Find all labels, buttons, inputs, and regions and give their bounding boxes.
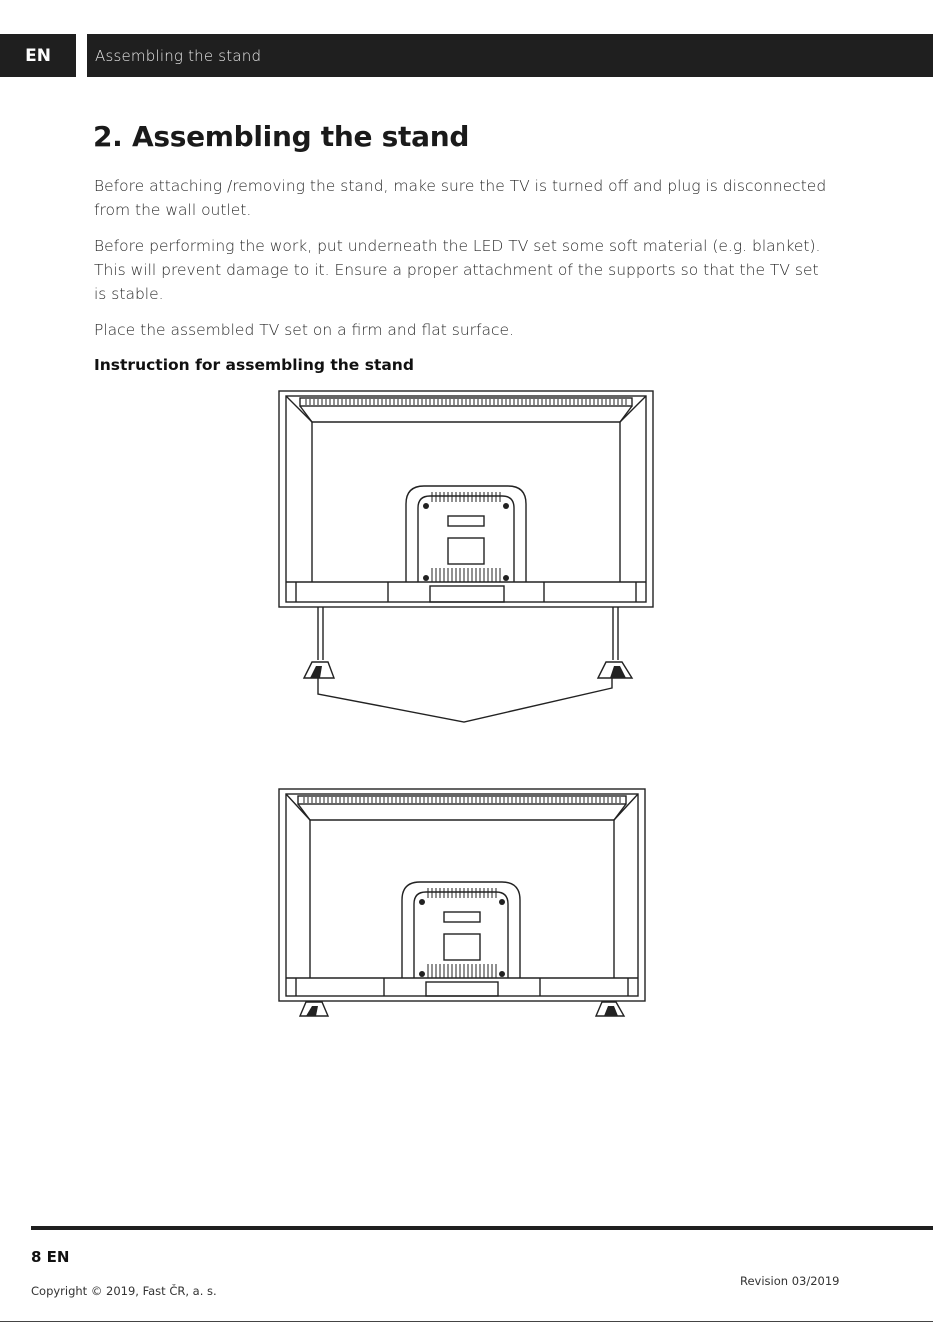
revision-label: Revision 03/2019 <box>740 1274 840 1288</box>
bottom-divider <box>0 1321 933 1322</box>
paragraph-flat-surface: Place the assembled TV set on a firm and flat surface. <box>94 321 514 339</box>
section-header-title: Assembling the stand <box>95 46 262 65</box>
copyright-notice: Copyright © 2019, Fast ČR, a. s. <box>31 1284 217 1298</box>
instruction-subheading: Instruction for assembling the stand <box>94 356 414 374</box>
language-tab <box>0 34 76 77</box>
paragraph-soft-material: Before performing the work, put underneath the LED TV set some soft material (e.g. blanket). This will prevent damage to it. Ensure a proper attachment of the supports so that the TV set is stable. <box>94 237 821 303</box>
tv-stand-assembled-illustration <box>276 786 648 1022</box>
page-title: 2. Assembling the stand <box>93 120 470 153</box>
section-header-bar <box>87 34 933 77</box>
paragraph-power-off: Before attaching /removing the stand, make sure the TV is turned off and plug is disconnected from the wall outlet. <box>94 177 827 219</box>
page-number: 8 EN <box>31 1248 70 1266</box>
language-label: EN <box>25 45 51 66</box>
tv-stand-exploded-illustration <box>276 388 656 728</box>
footer-divider <box>31 1226 933 1230</box>
